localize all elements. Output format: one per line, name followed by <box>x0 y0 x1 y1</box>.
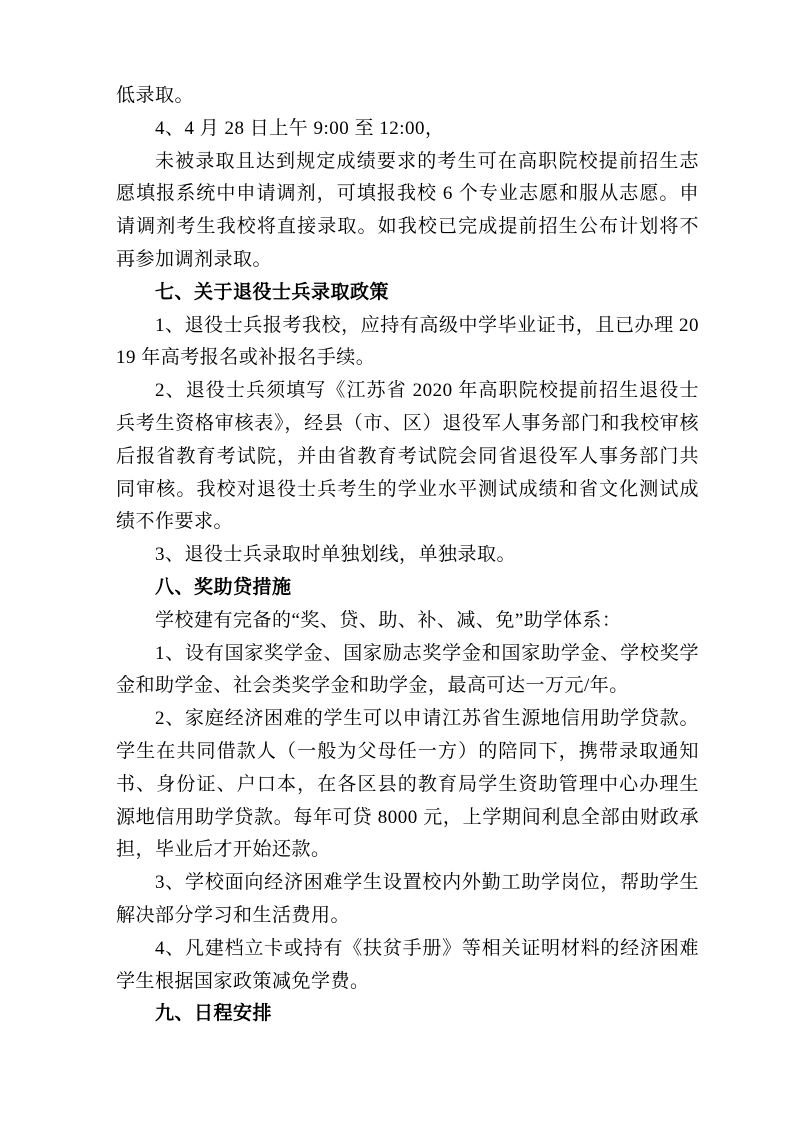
paragraph: 4、凡建档立卡或持有《扶贫手册》等相关证明材料的经济困难学生根据国家政策减免学费。 <box>116 937 699 992</box>
paragraph: 4、4 月 28 日上午 9:00 至 12:00， <box>155 117 445 139</box>
paragraph: 3、退役士兵录取时单独划线，单独录取。 <box>155 544 517 566</box>
section-heading: 七、关于退役士兵录取政策 <box>155 281 390 303</box>
section-heading: 八、奖助贷措施 <box>155 576 292 598</box>
paragraph: 低录取。 <box>116 85 195 106</box>
paragraph: 1、退役士兵报考我校，应持有高级中学毕业证书，且已办理 2019 年高考报名或补报名手续。 <box>116 314 699 369</box>
paragraph: 2、家庭经济困难的学生可以申请江苏省生源地信用助学贷款。学生在共同借款人（一般为父母任一方）的陪同下，携带录取通知书、身份证、户口本，在各区县的教育局学生资助管理中心办理生源地信用助学贷款。每年可贷 8000 元，上学期间利息全部由财政承担，毕业后才开始还款。 <box>116 708 699 861</box>
paragraph: 2、退役士兵须填写《江苏省 2020 年高职院校提前招生退役士兵考生资格审核表》，经县（市、区）退役军人事务部门和我校审核后报省教育考试院，并由省教育考试院会同省退役军人事务部门共同审核。我校对退役士兵考生的学业水平测试成绩和省文化测试成绩不作要求。 <box>116 380 699 533</box>
document-body <box>116 80 699 1031</box>
section-heading: 九、日程安排 <box>155 1003 273 1025</box>
paragraph: 1、设有国家奖学金、国家励志奖学金和国家助学金、学校奖学金和助学金、社会类奖学金和助学金，最高可达一万元/年。 <box>116 642 699 697</box>
paragraph: 3、学校面向经济困难学生设置校内外勤工助学岗位，帮助学生解决部分学习和生活费用。 <box>116 872 699 926</box>
paragraph: 未被录取且达到规定成绩要求的考生可在高职院校提前招生志愿填报系统中申请调剂，可填报我校 6 个专业志愿和服从志愿。申请调剂考生我校将直接录取。如我校已完成提前招生公布计划将不再参加调剂录取。 <box>116 150 699 270</box>
paragraph: 学校建有完备的“奖、贷、助、补、减、免”助学体系： <box>155 609 622 631</box>
